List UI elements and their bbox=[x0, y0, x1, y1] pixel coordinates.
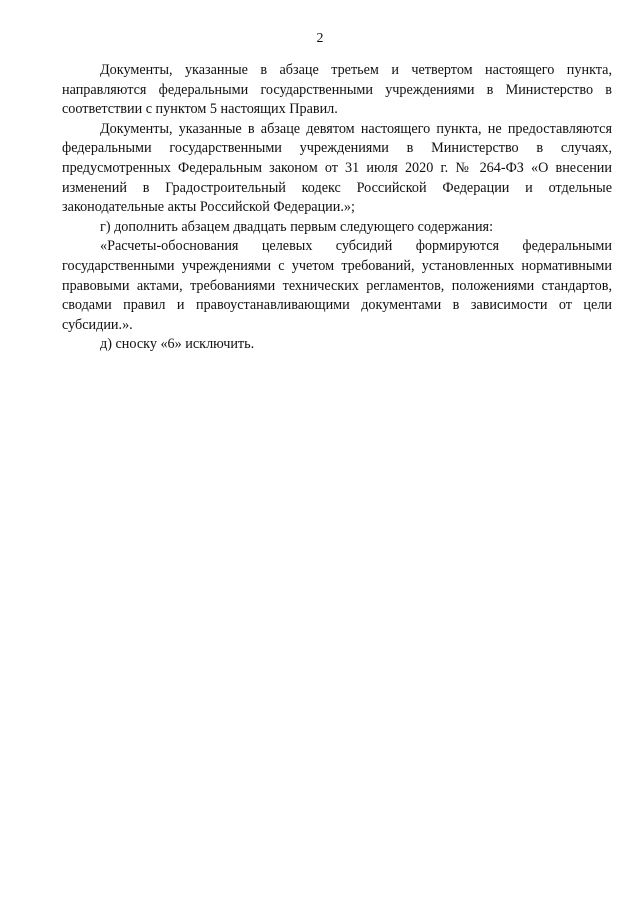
page-number: 2 bbox=[316, 31, 324, 46]
paragraph-calculations: «Расчеты-обоснования целевых субсидий формируются федеральными государственными учреждениями с учетом требований, установленных нормативными правовыми актами, требованиями технических регламентов, положениями стандартов, сводами правил и правоустанавливающими документами в зависимости от цели субсидии.». bbox=[62, 238, 612, 333]
paragraph-amendment-d: д) сноску «6» исключить. bbox=[100, 336, 255, 353]
paragraph-documents-exemption: Документы, указанные в абзаце девятом настоящего пункта, не предоставляются федеральными государственными учреждениями в Министерство в случаях, предусмотренных Федеральным законом от 31 июля 2020 г. № 264-ФЗ «О внесении изменений в Градостроительный кодекс Российской Федерации и отдельные законодательные акты Российской Федерации.»; bbox=[62, 120, 612, 216]
paragraph-documents-submission: Документы, указанные в абзаце третьем и четвертом настоящего пункта, направляются федеральными государственными учреждениями в Министерство в соответствии с пунктом 5 настоящих Правил. bbox=[62, 62, 612, 118]
document-body bbox=[62, 61, 612, 355]
paragraph-amendment-g: г) дополнить абзацем двадцать первым следующего содержания: bbox=[100, 218, 494, 235]
